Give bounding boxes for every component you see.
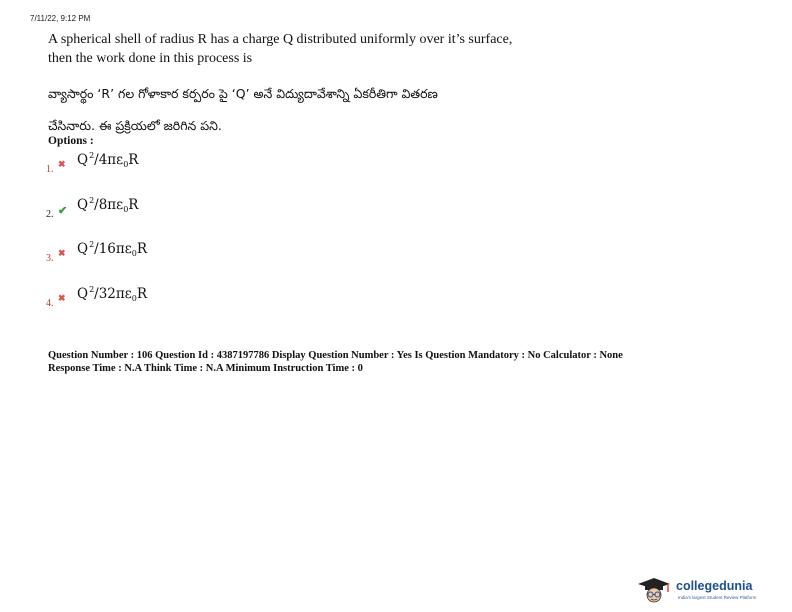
question-english-line2: then the work done in this process is — [48, 51, 253, 66]
logo-tagline: India's largest Student Review Platform — [678, 595, 757, 600]
option-formula: $Q^2/8\pi\varepsilon_0R$ — [77, 196, 139, 214]
question-english-line1: A spherical shell of radius R has a charge Q distributed uniformly over it’s surface, — [48, 32, 513, 47]
question-telugu-line1: వ్యాసార్థం ‘R’ గల గోళాకార కర్పరం పై ‘Q’ అనే విద్యుదావేశాన్ని ఏకరీతిగా వితరణ — [48, 86, 438, 101]
timestamp: 7/11/22, 9:12 PM — [30, 14, 91, 23]
collegedunia-logo — [634, 576, 786, 604]
question-metadata — [48, 349, 748, 375]
option-number: 1. — [46, 164, 54, 175]
option-1 — [46, 151, 246, 175]
cross-icon: ✖ — [58, 293, 66, 303]
question-english — [48, 30, 608, 68]
option-3 — [46, 240, 246, 264]
metadata-line1: Question Number : 106 Question Id : 4387197786 Display Question Number : Yes Is Question Mandatory : No Calculator : None — [48, 350, 623, 361]
cross-icon: ✖ — [58, 159, 66, 169]
cross-icon: ✖ — [58, 248, 66, 258]
option-number: 4. — [46, 298, 54, 309]
question-telugu — [48, 78, 608, 142]
logo-text: collegedunia — [676, 579, 753, 593]
option-formula: $Q^2/4\pi\varepsilon_0R$ — [77, 151, 139, 169]
option-2 — [46, 196, 246, 220]
question-telugu-line2: చేసినారు. ఈ ప్రక్రియలో జరిగిన పని. — [48, 118, 222, 133]
options-label: Options : — [48, 135, 94, 147]
option-number: 3. — [46, 253, 54, 264]
option-formula: $Q^2/32\pi\varepsilon_0R$ — [77, 285, 148, 303]
check-icon: ✔ — [58, 205, 68, 217]
option-formula: $Q^2/16\pi\varepsilon_0R$ — [77, 240, 148, 258]
graduate-mascot-icon — [634, 576, 674, 604]
option-number: 2. — [46, 209, 54, 220]
option-4 — [46, 285, 246, 309]
metadata-line2: Response Time : N.A Think Time : N.A Minimum Instruction Time : 0 — [48, 363, 363, 374]
